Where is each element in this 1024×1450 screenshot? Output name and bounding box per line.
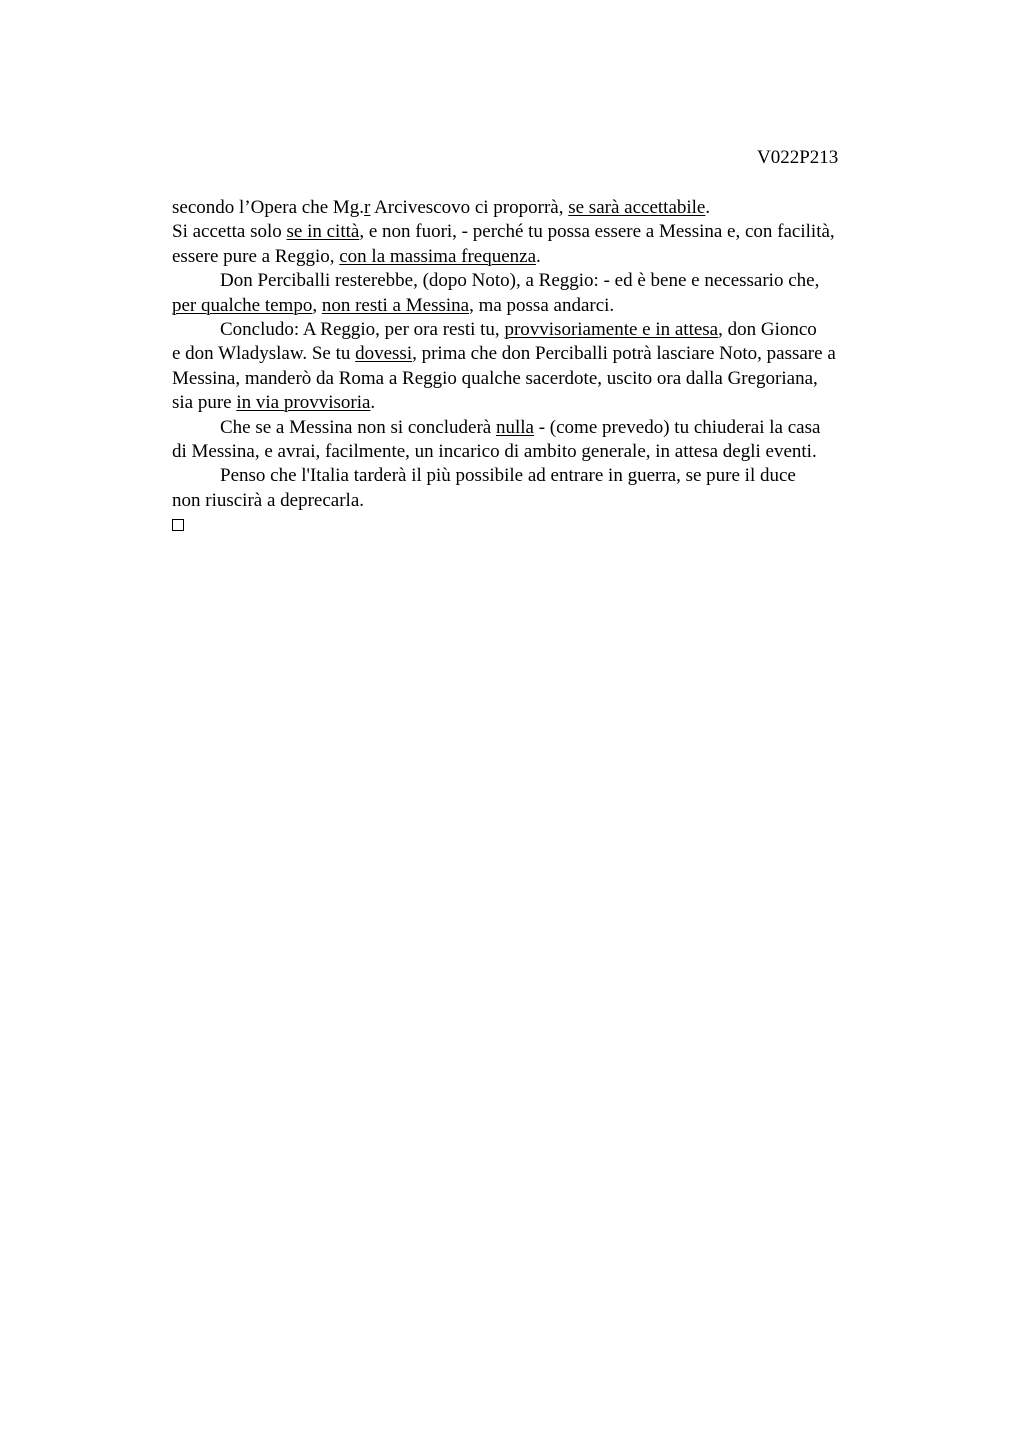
underlined-phrase: in via provvisoria [236, 392, 371, 414]
end-mark-icon [172, 519, 184, 531]
underlined-phrase: per qualche tempo [172, 294, 313, 316]
text-run: , don Gionco [718, 319, 817, 341]
text-line [172, 416, 912, 440]
text-run: Penso che l'Italia tarderà il più possibile ad entrare in guerra, se pure il duce [220, 465, 796, 487]
text-run: di Messina, e avrai, facilmente, un incarico di ambito generale, in attesa degli eventi. [172, 441, 817, 463]
text-line [172, 294, 912, 318]
text-run: Don Perciballi resterebbe, (dopo Noto), a Reggio: - ed è bene e necessario che, [220, 270, 820, 292]
text-run: Arcivescovo ci proporrà, [370, 197, 569, 218]
text-line [172, 245, 912, 269]
text-run: e don Wladyslaw. Se tu [172, 343, 356, 365]
text-run: essere pure a Reggio, [172, 245, 340, 267]
text-line [172, 489, 912, 513]
text-run: secondo l’Opera che Mg. [172, 197, 365, 218]
text-run: - (come prevedo) tu chiuderai la casa [533, 416, 821, 438]
letter-body [172, 196, 912, 531]
underlined-phrase: se in città [286, 221, 360, 243]
underlined-phrase: r [364, 197, 371, 218]
text-run: non riuscirà a deprecarla. [172, 489, 365, 511]
text-line [172, 196, 912, 220]
text-line [172, 367, 912, 391]
underlined-phrase: con la massima frequenza [339, 245, 537, 267]
text-run: Che se a Messina non si concluderà [220, 416, 496, 438]
page-reference: V022P213 [757, 147, 839, 168]
text-run: , prima che don Perciballi potrà lasciare Noto, passare a [412, 343, 836, 365]
text-line [172, 220, 912, 244]
text-run: , [312, 294, 322, 316]
underlined-phrase: nulla [495, 416, 534, 438]
text-run: . [370, 392, 376, 414]
text-line [172, 318, 912, 342]
text-line [172, 464, 912, 488]
text-run: Si accetta solo [172, 221, 287, 243]
text-line [172, 440, 912, 464]
text-run: , ma possa andarci. [469, 294, 615, 316]
text-run: . [705, 197, 711, 218]
text-line [172, 391, 912, 415]
text-run: sia pure [172, 392, 237, 414]
text-run: . [536, 245, 541, 267]
underlined-phrase: provvisoriamente e in attesa [504, 319, 719, 341]
underlined-phrase: non resti a Messina [321, 294, 470, 316]
text-run: , e non fuori, - perché tu possa essere a Messina e, con facilità, [359, 221, 835, 243]
underlined-phrase: se sarà accettabile [568, 197, 706, 218]
text-line [172, 342, 912, 366]
underlined-phrase: dovessi [355, 343, 413, 365]
text-line [172, 269, 912, 293]
text-run: Messina, manderò da Roma a Reggio qualche sacerdote, uscito ora dalla Gregoriana, [172, 367, 818, 389]
text-run: Concludo: A Reggio, per ora resti tu, [220, 319, 505, 341]
